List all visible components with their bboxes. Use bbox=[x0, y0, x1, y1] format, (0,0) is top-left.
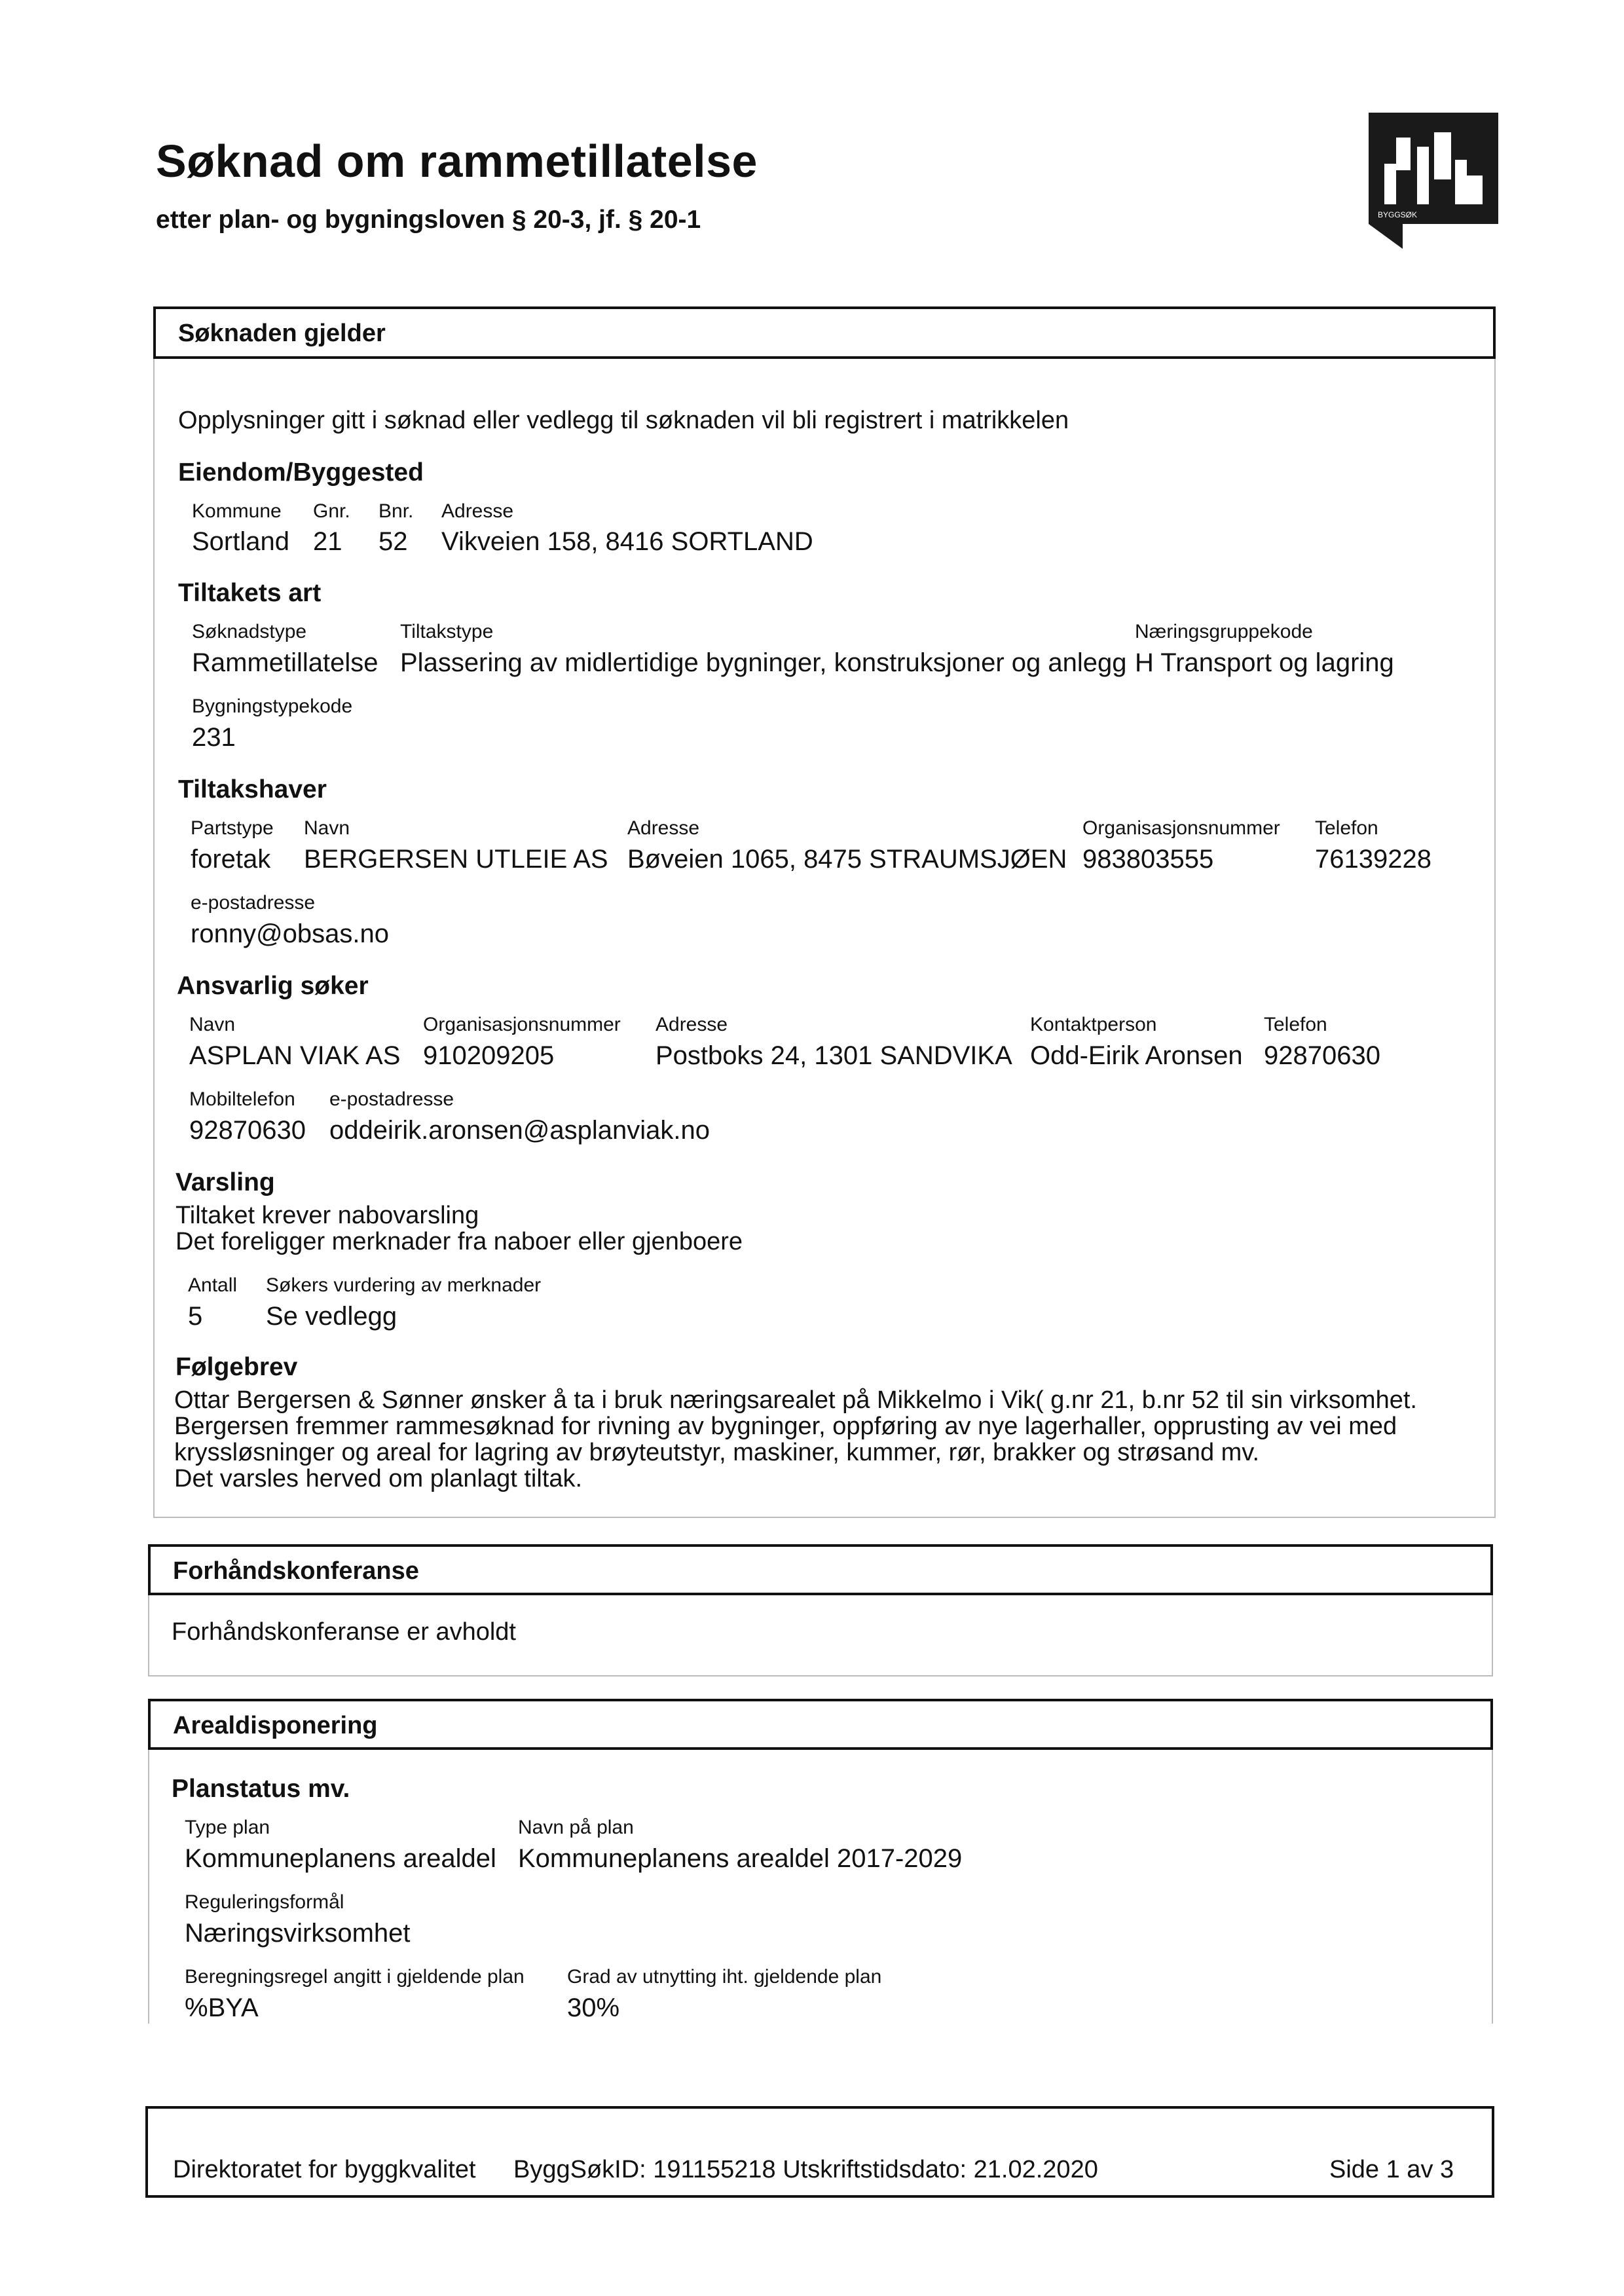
label-navn: Navn bbox=[304, 817, 350, 839]
label-orgnr: Organisasjonsnummer bbox=[1082, 817, 1280, 839]
subheading-varsling: Varsling bbox=[175, 1168, 275, 1196]
value-reguleringsformal: Næringsvirksomhet bbox=[185, 1919, 411, 1948]
section-title: Søknaden gjelder bbox=[178, 320, 386, 347]
value-mobil: 92870630 bbox=[189, 1116, 306, 1145]
varsling-line: Tiltaket krever nabovarsling bbox=[175, 1202, 479, 1229]
label-navn: Navn bbox=[189, 1014, 236, 1035]
value-soknadstype: Rammetillatelse bbox=[192, 648, 378, 677]
subheading-folgebrev: Følgebrev bbox=[175, 1353, 298, 1381]
label-type-plan: Type plan bbox=[185, 1817, 270, 1838]
footer-page-number: Side 1 av 3 bbox=[1329, 2156, 1454, 2183]
folgebrev-line: Bergersen fremmer rammesøknad for rivning av bygninger, oppføring av nye lagerhaller, opprusting av vei med bbox=[174, 1413, 1397, 1440]
value-kontaktperson: Odd-Eirik Aronsen bbox=[1030, 1041, 1243, 1070]
footer-org: Direktoratet for byggkvalitet bbox=[173, 2156, 476, 2183]
byggsok-logo bbox=[1369, 113, 1498, 249]
label-epost: e-postadresse bbox=[329, 1088, 454, 1110]
label-antall: Antall bbox=[188, 1274, 238, 1296]
value-gnr: 21 bbox=[313, 527, 342, 556]
document-subtitle: etter plan- og bygningsloven § 20-3, jf. § 20-1 bbox=[156, 206, 701, 234]
value-tiltakstype: Plassering av midlertidige bygninger, konstruksjoner og anlegg bbox=[400, 648, 1127, 677]
subheading-ansvarlig-soker: Ansvarlig søker bbox=[177, 972, 369, 1000]
label-epost: e-postadresse bbox=[191, 892, 316, 914]
value-vurdering: Se vedlegg bbox=[266, 1302, 397, 1331]
label-adresse: Adresse bbox=[441, 500, 514, 522]
folgebrev-line: Ottar Bergersen & Sønner ønsker å ta i bruk næringsarealet på Mikkelmo i Vik( g.nr 21, b.nr 52 til sin virksomhet. bbox=[174, 1386, 1417, 1414]
value-antall: 5 bbox=[188, 1302, 203, 1331]
label-telefon: Telefon bbox=[1315, 817, 1378, 839]
label-soknadstype: Søknadstype bbox=[192, 621, 307, 642]
label-gnr: Gnr. bbox=[313, 500, 350, 522]
value-kommune: Sortland bbox=[192, 527, 289, 556]
value-naeringsgruppekode: H Transport og lagring bbox=[1135, 648, 1394, 677]
label-adresse: Adresse bbox=[655, 1014, 728, 1035]
value-navn: ASPLAN VIAK AS bbox=[189, 1041, 401, 1070]
footer-ids: ByggSøkID: 191155218 Utskriftstidsdato: 21.02.2020 bbox=[513, 2156, 1098, 2183]
document-title: Søknad om rammetillatelse bbox=[156, 136, 758, 187]
value-navn-plan: Kommuneplanens arealdel 2017-2029 bbox=[518, 1844, 963, 1873]
label-mobil: Mobiltelefon bbox=[189, 1088, 295, 1110]
value-grad: 30% bbox=[567, 1993, 620, 2022]
value-epost: ronny@obsas.no bbox=[191, 919, 390, 948]
value-orgnr: 910209205 bbox=[423, 1041, 555, 1070]
value-bnr: 52 bbox=[378, 527, 408, 556]
value-beregningsregel: %BYA bbox=[185, 1993, 259, 2022]
section-title: Arealdisponering bbox=[173, 1712, 378, 1739]
label-naeringsgruppekode: Næringsgruppekode bbox=[1135, 621, 1313, 642]
label-tiltakstype: Tiltakstype bbox=[400, 621, 494, 642]
section-header-forhandskonferanse bbox=[148, 1544, 1493, 1595]
value-adresse: Vikveien 158, 8416 SORTLAND bbox=[441, 527, 813, 556]
label-partstype: Partstype bbox=[191, 817, 274, 839]
value-bygningstypekode: 231 bbox=[192, 723, 236, 752]
label-navn-plan: Navn på plan bbox=[518, 1817, 634, 1838]
section-header-arealdisponering bbox=[148, 1699, 1493, 1750]
subheading-eiendom: Eiendom/Byggested bbox=[178, 458, 424, 487]
label-beregningsregel: Beregningsregel angitt i gjeldende plan bbox=[185, 1966, 525, 1988]
value-orgnr: 983803555 bbox=[1082, 845, 1214, 874]
label-bnr: Bnr. bbox=[378, 500, 414, 522]
value-telefon: 76139228 bbox=[1315, 845, 1431, 874]
label-adresse: Adresse bbox=[627, 817, 700, 839]
subheading-tiltakets-art: Tiltakets art bbox=[178, 579, 322, 607]
subheading-tiltakshaver: Tiltakshaver bbox=[178, 775, 327, 804]
varsling-line: Det foreligger merknader fra naboer eller gjenboere bbox=[175, 1228, 743, 1255]
label-orgnr: Organisasjonsnummer bbox=[423, 1014, 621, 1035]
folgebrev-line: kryssløsninger og areal for lagring av brøyteutstyr, maskiner, kummer, rør, brakker og strøsand mv. bbox=[174, 1439, 1260, 1466]
logo-text: BYGGSØK bbox=[1378, 210, 1418, 219]
page-footer bbox=[145, 2106, 1494, 2198]
forhandskonferanse-text: Forhåndskonferanse er avholdt bbox=[172, 1618, 516, 1646]
label-telefon: Telefon bbox=[1264, 1014, 1327, 1035]
registration-notice: Opplysninger gitt i søknad eller vedlegg til søknaden vil bli registrert i matrikkelen bbox=[178, 407, 1069, 434]
label-reguleringsformal: Reguleringsformål bbox=[185, 1891, 344, 1913]
value-navn: BERGERSEN UTLEIE AS bbox=[304, 845, 608, 874]
value-telefon: 92870630 bbox=[1264, 1041, 1380, 1070]
value-adresse: Bøveien 1065, 8475 STRAUMSJØEN bbox=[627, 845, 1067, 874]
label-kommune: Kommune bbox=[192, 500, 282, 522]
subheading-planstatus: Planstatus mv. bbox=[172, 1775, 350, 1803]
value-partstype: foretak bbox=[191, 845, 271, 874]
folgebrev-line: Det varsles herved om planlagt tiltak. bbox=[174, 1465, 583, 1492]
value-adresse: Postboks 24, 1301 SANDVIKA bbox=[655, 1041, 1012, 1070]
section-title: Forhåndskonferanse bbox=[173, 1557, 419, 1585]
value-epost: oddeirik.aronsen@asplanviak.no bbox=[329, 1116, 710, 1145]
label-kontaktperson: Kontaktperson bbox=[1030, 1014, 1157, 1035]
label-vurdering: Søkers vurdering av merknader bbox=[266, 1274, 542, 1296]
label-grad: Grad av utnytting iht. gjeldende plan bbox=[567, 1966, 882, 1988]
label-bygningstypekode: Bygningstypekode bbox=[192, 695, 353, 717]
section-header-soknaden bbox=[153, 306, 1496, 359]
value-type-plan: Kommuneplanens arealdel bbox=[185, 1844, 496, 1873]
